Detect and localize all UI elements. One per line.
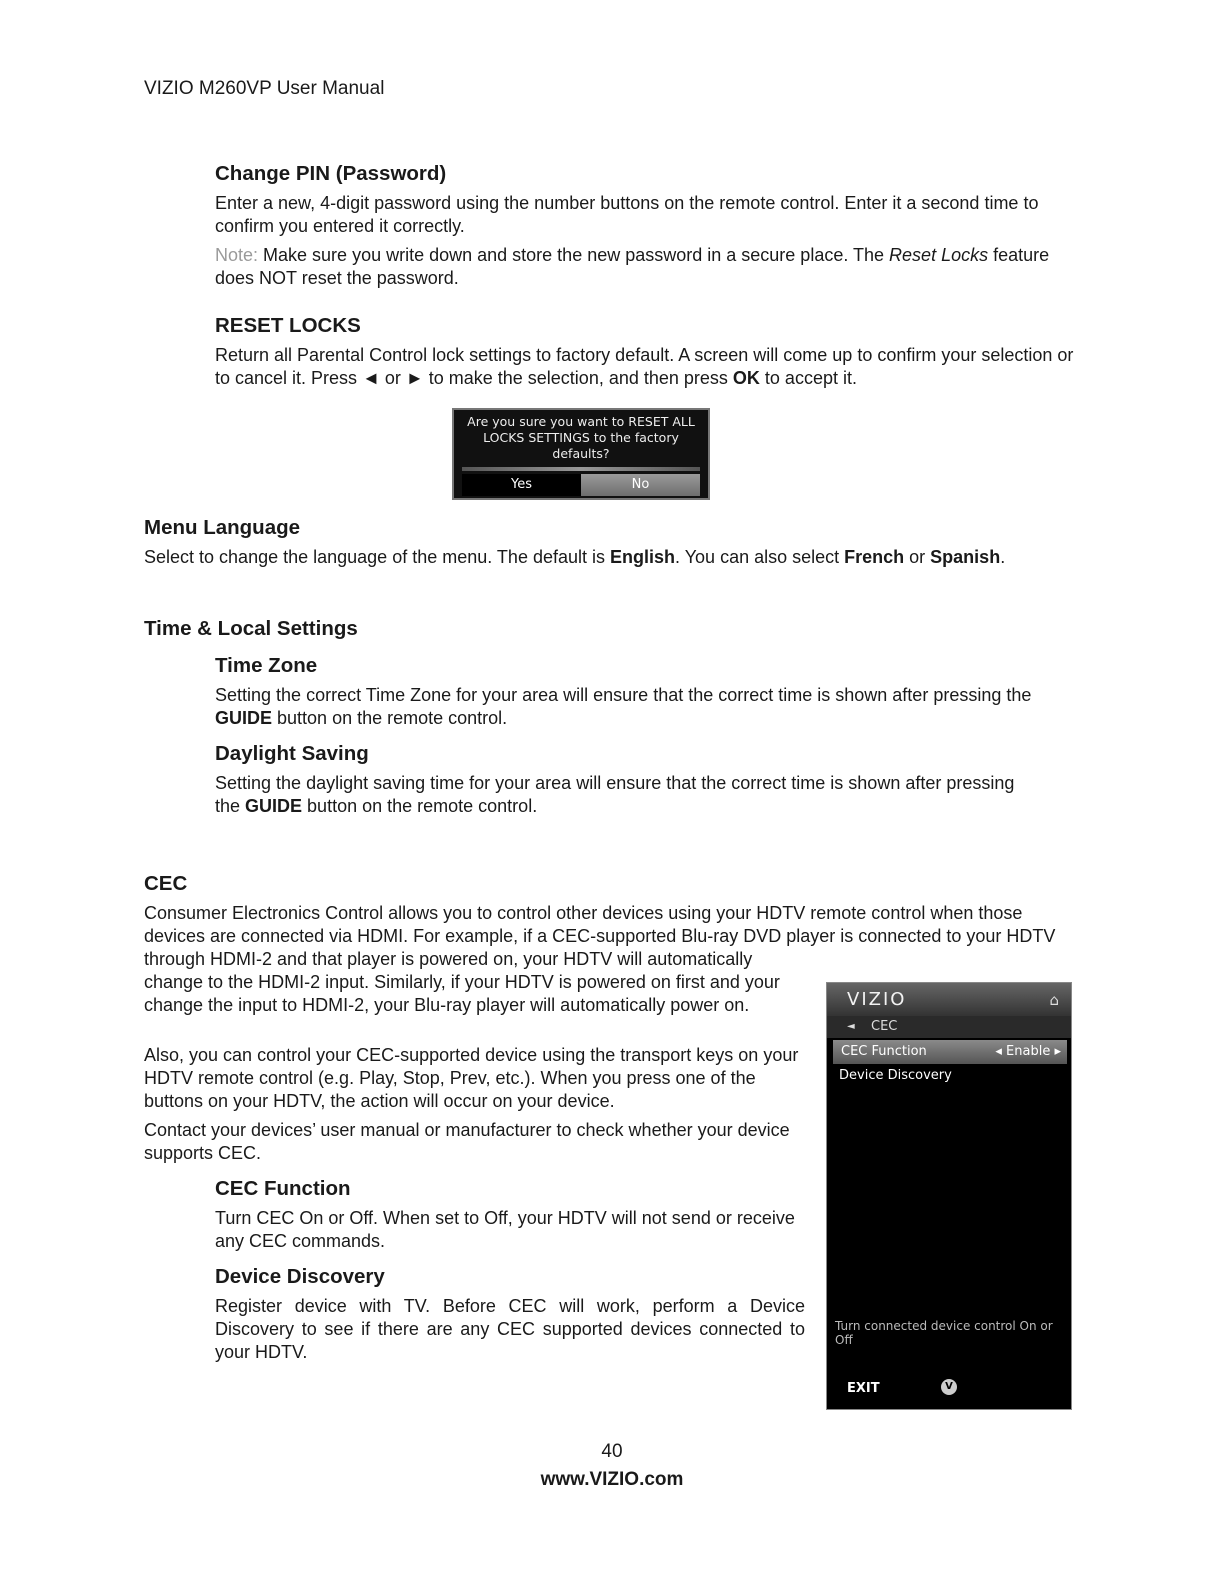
menu-item-cec-function[interactable]	[833, 1040, 1067, 1064]
tv-menu-topbar	[827, 983, 1071, 1016]
dl-text-1: Setting the daylight saving time for your area will ensure that the correct time is shown after pressing the	[215, 773, 1015, 816]
tz-text-2: button on the remote control.	[272, 708, 508, 728]
yes-button[interactable]: Yes	[462, 474, 581, 496]
menu-hint: Turn connected device control On or Off	[835, 1319, 1053, 1347]
manual-header: VIZIO M260VP User Manual	[144, 78, 385, 99]
note-italic: Reset Locks	[889, 245, 989, 265]
tz-text-1: Setting the correct Time Zone for your area will ensure that the correct time is shown after pressing the	[215, 685, 1032, 705]
cec-para2: Also, you can control your CEC-supported device using the transport keys on your HDTV remote control (e.g. Play, Stop, Prev, etc.). When you press one of the buttons on your HDTV, the action will occur on your device.	[144, 1045, 799, 1111]
lang-text-4: .	[1000, 547, 1006, 567]
time-zone-text	[215, 684, 1035, 730]
lang-spanish: Spanish	[930, 547, 1001, 567]
cec-para1-b: change to the HDMI-2 input. Similarly, if your HDTV is powered on first and your change the input to HDMI-2, your Blu-ray player will automatically power on.	[144, 972, 780, 1015]
dialog-line-3: defaults?	[552, 446, 610, 461]
house-icon[interactable]: ⌂	[1049, 991, 1059, 1009]
cec-function-text: Turn CEC On or Off. When set to Off, your HDTV will not send or receive any CEC commands.	[215, 1208, 795, 1251]
note-text-2: feature does NOT reset the password.	[215, 245, 1050, 288]
cec-menu-screen	[826, 982, 1072, 1410]
lang-text-2: . You can also select	[675, 547, 845, 567]
change-pin-note	[215, 244, 1085, 290]
page-number: 40	[601, 1441, 623, 1462]
reset-locks-heading: RESET LOCKS	[215, 314, 361, 337]
reset-text-or: or	[379, 368, 406, 388]
menu-item-label: Device Discovery	[839, 1068, 952, 1083]
note-text-1: Make sure you write down and store the new password in a secure place. The	[258, 245, 890, 265]
device-discovery-heading: Device Discovery	[215, 1265, 385, 1288]
time-zone-heading: Time Zone	[215, 654, 318, 677]
lang-text-3: or	[904, 547, 931, 567]
daylight-text	[215, 772, 1035, 818]
reset-text-3: to accept it.	[759, 368, 857, 388]
no-button[interactable]: No	[581, 474, 700, 496]
lang-text-1: Select to change the language of the menu. The default is	[144, 547, 610, 567]
back-arrow-icon: ◄	[847, 1021, 855, 1032]
tv-menu-breadcrumb[interactable]	[827, 1016, 1071, 1038]
time-local-heading: Time & Local Settings	[144, 617, 358, 640]
menu-item-label: CEC Function	[841, 1044, 927, 1059]
cec-para1-a: Consumer Electronics Control allows you to control other devices using your HDTV remote control when those devices are connected via HDMI. For example, if a CEC-supported Blu-ray DVD player is connected to your HDTV through HDMI-2 and that player is powered on, your HDTV will automatically	[144, 903, 1056, 969]
dl-text-2: button on the remote control.	[302, 796, 538, 816]
daylight-heading: Daylight Saving	[215, 742, 369, 765]
exit-label[interactable]: EXIT	[847, 1381, 880, 1396]
dl-guide: GUIDE	[245, 796, 303, 816]
reset-locks-text	[215, 344, 1075, 390]
cec-function-heading: CEC Function	[215, 1177, 351, 1200]
tz-guide: GUIDE	[215, 708, 273, 728]
menu-language-heading: Menu Language	[144, 516, 301, 539]
vizio-logo: VIZIO	[847, 989, 907, 1010]
reset-locks-dialog	[452, 408, 710, 500]
cec-function-value: Enable	[1006, 1044, 1051, 1059]
breadcrumb-label: CEC	[871, 1019, 898, 1034]
lang-english: English	[610, 547, 676, 567]
device-discovery-text: Register device with TV. Before CEC will work, perform a Device Discovery to see if there are any CEC supported devices connected to your HDTV.	[215, 1296, 805, 1362]
dialog-divider	[462, 467, 700, 471]
cec-heading: CEC	[144, 872, 188, 895]
change-pin-text: Enter a new, 4-digit password using the number buttons on the remote control. Enter it a second time to confirm you entered it correctly.	[215, 193, 1039, 236]
lang-french: French	[844, 547, 905, 567]
tv-menu-footer	[827, 1369, 1071, 1409]
dialog-line-1: Are you sure you want to RESET ALL	[467, 414, 695, 429]
right-arrow-icon: ►	[405, 368, 424, 388]
left-arrow-icon: ◄	[362, 368, 380, 388]
website-url: www.VIZIO.com	[540, 1469, 684, 1490]
reset-text-2: to make the selection, and then press	[423, 368, 733, 388]
v-button-icon: V	[941, 1379, 957, 1395]
note-label: Note:	[215, 245, 259, 265]
menu-language-text	[144, 546, 1044, 569]
cec-para3: Contact your devices’ user manual or manufacturer to check whether your device supports CEC.	[144, 1120, 790, 1163]
change-pin-heading: Change PIN (Password)	[215, 162, 447, 185]
menu-item-device-discovery[interactable]	[827, 1064, 1071, 1088]
ok-key: OK	[732, 368, 760, 388]
dialog-line-2: LOCKS SETTINGS to the factory	[483, 430, 679, 445]
menu-item-value: ◂ Enable ▸	[995, 1044, 1061, 1059]
reset-text-1: Return all Parental Control lock settings to factory default. A screen will come up to confirm your selection or to cancel it. Press	[215, 345, 1074, 388]
